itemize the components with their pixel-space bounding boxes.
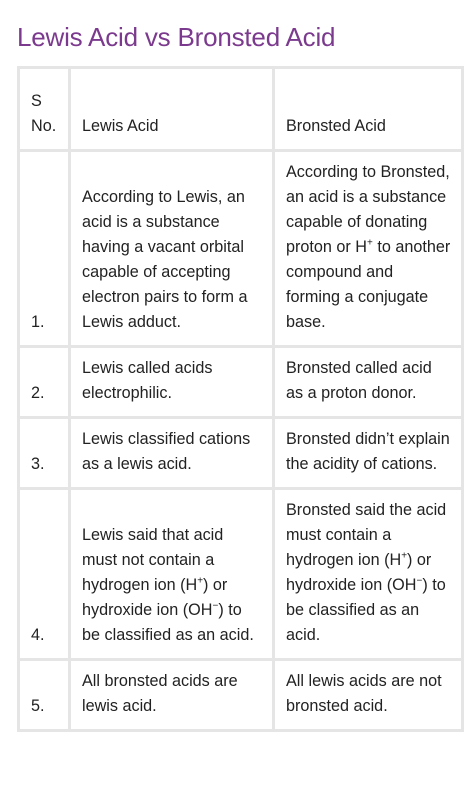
lewis-cell: Lewis called acids electrophilic. <box>70 347 274 418</box>
bronsted-cell: Bronsted didn’t explain the acidity of cations. <box>274 418 463 489</box>
cell-text: ) or hydroxide ion (OH <box>82 576 228 619</box>
table-row <box>19 660 463 731</box>
cell-text: Lewis said that acid must not contain a hydrogen ion (H <box>82 526 224 594</box>
superscript: + <box>401 550 408 562</box>
lewis-cell: According to Lewis, an acid is a substance having a vacant orbital capable of accepting electron pairs to form a Lewis adduct. <box>70 151 274 347</box>
bronsted-cell <box>274 151 463 347</box>
superscript: − <box>416 575 423 587</box>
table-row <box>19 151 463 347</box>
superscript: − <box>212 600 219 612</box>
superscript: + <box>366 237 373 249</box>
table-row <box>19 489 463 660</box>
bronsted-cell <box>274 489 463 660</box>
table-header-row <box>19 68 463 151</box>
bronsted-cell: All lewis acids are not bronsted acid. <box>274 660 463 731</box>
cell-text: ) or hydroxide ion (OH <box>286 551 432 594</box>
cell-text: Bronsted said the acid must contain a hydrogen ion (H <box>286 501 447 569</box>
header-lewis-acid: Lewis Acid <box>70 68 274 151</box>
page-title: Lewis Acid vs Bronsted Acid <box>17 22 336 52</box>
lewis-cell: Lewis classified cations as a lewis acid. <box>70 418 274 489</box>
cell-text: According to Bronsted, an acid is a substance capable of donating proton or H <box>286 163 450 256</box>
row-number: 2. <box>19 347 70 418</box>
header-sno: S No. <box>19 68 70 151</box>
lewis-cell <box>70 489 274 660</box>
comparison-table <box>17 66 464 732</box>
row-number: 3. <box>19 418 70 489</box>
table-row <box>19 347 463 418</box>
cell-text: ) to be classified as an acid. <box>286 576 446 644</box>
lewis-cell: All bronsted acids are lewis acid. <box>70 660 274 731</box>
cell-text: ) to be classified as an acid. <box>82 601 254 644</box>
header-bronsted-acid: Bronsted Acid <box>274 68 463 151</box>
row-number: 1. <box>19 151 70 347</box>
table-row <box>19 418 463 489</box>
bronsted-cell: Bronsted called acid as a proton donor. <box>274 347 463 418</box>
row-number: 5. <box>19 660 70 731</box>
cell-text: to another compound and forming a conjugate base. <box>286 238 451 331</box>
superscript: + <box>197 575 204 587</box>
row-number: 4. <box>19 489 70 660</box>
